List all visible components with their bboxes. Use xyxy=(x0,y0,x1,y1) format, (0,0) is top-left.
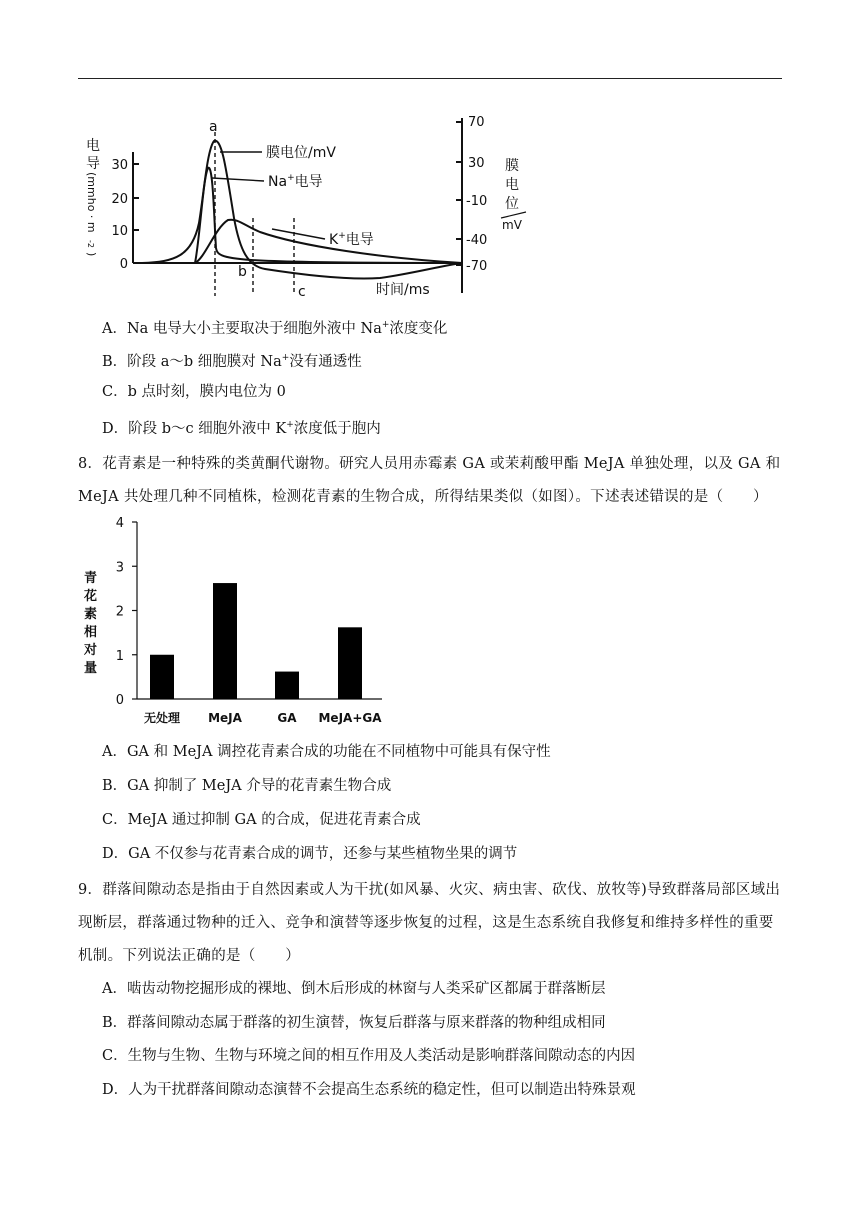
svg-text:膜: 膜 xyxy=(505,158,519,174)
x-category-label: GA xyxy=(277,711,297,725)
y-tick-label: 0 xyxy=(115,693,124,708)
bar xyxy=(338,627,362,699)
x-axis-label: 时间/ms xyxy=(376,282,430,298)
left-tick-label: 10 xyxy=(111,224,128,239)
y-tick-label: 2 xyxy=(115,604,124,620)
q9-option-c: C．生物与生物、生物与环境之间的相互作用及人类活动是影响群落间隙动态的内因 xyxy=(102,1048,636,1064)
right-tick-label: 70 xyxy=(468,115,485,130)
action-potential-figure xyxy=(80,108,540,304)
left-tick-label: 30 xyxy=(111,158,128,173)
k-curve-label: K+电导 xyxy=(329,231,374,248)
x-category-label: 无处理 xyxy=(143,711,181,725)
y-axis-label-char: 青 xyxy=(84,571,98,586)
na-leader xyxy=(212,178,264,181)
point-b-label: b xyxy=(238,264,247,280)
y-axis-label-char: 对 xyxy=(84,643,98,658)
x-category-label: MeJA xyxy=(208,711,242,725)
y-axis-label xyxy=(83,570,97,676)
na-curve-label: Na+电导 xyxy=(268,173,323,190)
bar xyxy=(213,583,237,699)
q7-option-d: D．阶段 b～c 细胞外液中 K+浓度低于胞内 xyxy=(102,420,381,437)
q9-stem: 9．群落间隙动态是指由于自然因素或人为干扰(如风暴、火灾、病虫害、砍伐、放牧等)导致群落局部区域出现断层，群落通过物种的迁入、竞争和演替等逐步恢复的过程，这是生态系统自我修复和维持多样性的重要机制。下列说法正确的是（ ） xyxy=(78,882,781,964)
right-tick-label: -70 xyxy=(466,259,488,274)
q9-option-a: A．啮齿动物挖掘形成的裸地、倒木后形成的林窗与人类采矿区都属于群落断层 xyxy=(102,981,606,997)
q8-option-a: A．GA 和 MeJA 调控花青素合成的功能在不同植物中可能具有保守性 xyxy=(102,744,551,760)
svg-text:电: 电 xyxy=(86,138,100,154)
svg-text:位: 位 xyxy=(505,196,519,212)
y-axis-label-char: 花 xyxy=(84,589,98,604)
x-category-label: MeJA+GA xyxy=(318,711,382,725)
svg-text:-2: -2 xyxy=(86,240,95,248)
right-tick-label: -10 xyxy=(466,194,488,209)
q8-option-d: D．GA 不仅参与花青素合成的调节，还参与某些植物坐果的调节 xyxy=(102,846,518,862)
q7-option-a: A．Na 电导大小主要取决于细胞外液中 Na+浓度变化 xyxy=(102,320,448,337)
y-tick-label: 3 xyxy=(115,560,124,576)
y-axis-label-char: 素 xyxy=(84,607,98,622)
q7-option-b: B．阶段 a～b 细胞膜对 Na+没有通透性 xyxy=(102,353,362,370)
left-tick-label: 20 xyxy=(111,192,128,207)
svg-text:): ) xyxy=(85,252,98,257)
right-tick-label: 30 xyxy=(468,156,485,171)
y-axis-label-char: 量 xyxy=(84,661,98,676)
bar xyxy=(150,655,174,699)
q8-option-c: C．MeJA 通过抑制 GA 的合成，促进花青素合成 xyxy=(102,812,421,828)
y-tick-label: 1 xyxy=(115,648,124,664)
svg-text:(mmho · m: (mmho · m xyxy=(85,172,98,233)
right-axis-label xyxy=(502,158,523,232)
point-a-label: a xyxy=(209,119,218,135)
left-tick-label: 0 xyxy=(119,257,128,272)
point-c-label: c xyxy=(298,284,306,300)
bar xyxy=(275,672,299,699)
q9-option-d: D．人为干扰群落间隙动态演替不会提高生态系统的稳定性，但可以制造出特殊景观 xyxy=(102,1082,636,1098)
q8-option-b: B．GA 抑制了 MeJA 介导的花青素生物合成 xyxy=(102,778,392,794)
svg-text:mV: mV xyxy=(502,218,522,232)
svg-text:导: 导 xyxy=(86,156,100,172)
left-axis-label xyxy=(85,137,100,256)
svg-text:电: 电 xyxy=(505,177,519,193)
membrane-potential-curve xyxy=(142,141,462,279)
y-tick-label: 4 xyxy=(115,516,124,531)
membrane-curve-label: 膜电位/mV xyxy=(266,145,336,161)
header-rule xyxy=(78,78,782,79)
q8-stem: 8．花青素是一种特殊的类黄酮代谢物。研究人员用赤霉素 GA 或茉莉酸甲酯 MeJA 单独处理，以及 GA 和 MeJA 共处理几种不同植株，检测花青素的生物合成，所得结果类似（如图）。下述表述错误的是（ ） xyxy=(78,456,781,505)
right-tick-label: -40 xyxy=(466,233,488,248)
anthocyanin-bar-chart xyxy=(80,512,400,734)
q9-option-b: B．群落间隙动态属于群落的初生演替，恢复后群落与原来群落的物种组成相同 xyxy=(102,1015,606,1031)
q7-option-c: C．b 点时刻，膜内电位为 0 xyxy=(102,384,286,400)
y-axis-label-char: 相 xyxy=(84,625,98,640)
